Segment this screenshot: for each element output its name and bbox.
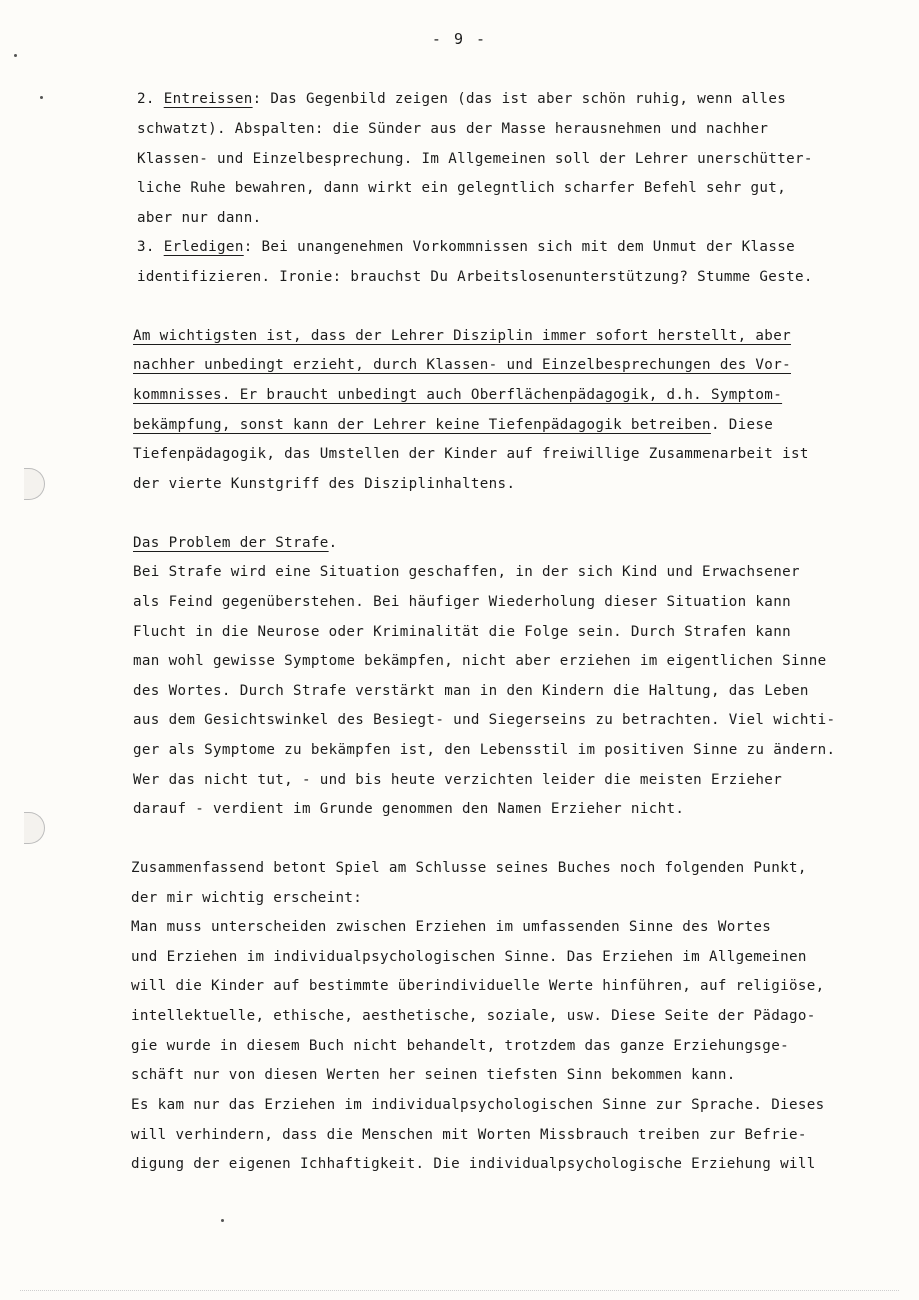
text-line: [133, 800, 684, 818]
text-segment: : Bei unangenehmen Vorkommnissen sich mit dem Unmut der Klasse: [243, 239, 795, 255]
text-line: [137, 150, 813, 168]
text-line: [131, 977, 825, 995]
text-line: [137, 209, 261, 227]
text-line: [133, 593, 791, 611]
text-segment: gie wurde in diesem Buch nicht behandelt, trotzdem das ganze Erziehungsge-: [131, 1038, 789, 1054]
text-segment: aus dem Gesichtswinkel des Besiegt- und Siegerseins zu betrachten. Viel wichti-: [133, 712, 836, 728]
text-line: [133, 356, 791, 374]
text-line: [131, 1007, 816, 1025]
text-segment: darauf - verdient im Grunde genommen den Namen Erzieher nicht.: [133, 801, 685, 817]
underlined-text: Erledigen: [163, 239, 244, 255]
underlined-text: nachher unbedingt erzieht, durch Klassen- und Einzelbesprechungen des Vor-: [133, 357, 791, 373]
text-line: [133, 563, 800, 581]
text-line: [133, 652, 827, 670]
text-segment: will verhindern, dass die Menschen mit Worten Missbrauch treiben zur Befrie-: [131, 1127, 807, 1143]
text-segment: ger als Symptome zu bekämpfen ist, den Lebensstil im positiven Sinne zu ändern.: [133, 742, 836, 758]
text-line: [131, 1066, 736, 1084]
text-segment: Wer das nicht tut, - und bis heute verzichten leider die meisten Erzieher: [133, 772, 783, 788]
text-segment: digung der eigenen Ichhaftigkeit. Die individualpsychologische Erziehung will: [131, 1156, 816, 1172]
text-segment: schwatzt). Abspalten: die Sünder aus der Masse herausnehmen und nachher: [137, 121, 769, 137]
text-line: [133, 741, 835, 759]
text-segment: des Wortes. Durch Strafe verstärkt man in den Kindern die Haltung, das Leben: [133, 683, 809, 699]
text-line: [133, 445, 809, 463]
text-line: [131, 1037, 789, 1055]
speck: [221, 1219, 224, 1222]
page-number: - 9 -: [431, 30, 488, 48]
text-segment: liche Ruhe bewahren, dann wirkt ein gelegntlich scharfer Befehl sehr gut,: [137, 180, 787, 196]
text-segment: 3.: [137, 239, 164, 255]
underlined-text: Am wichtigsten ist, dass der Lehrer Disziplin immer sofort herstellt, aber: [133, 328, 791, 344]
text-line: [133, 386, 782, 404]
text-segment: Es kam nur das Erziehen im individualpsychologischen Sinne zur Sprache. Dieses: [131, 1097, 825, 1113]
text-segment: Klassen- und Einzelbesprechung. Im Allgemeinen soll der Lehrer unerschütter-: [137, 151, 813, 167]
text-segment: der mir wichtig erscheint:: [131, 890, 363, 906]
text-segment: und Erziehen im individualpsychologischen Sinne. Das Erziehen im Allgemeinen: [131, 949, 807, 965]
text-segment: intellektuelle, ethische, aesthetische, soziale, usw. Diese Seite der Pädago-: [131, 1008, 816, 1024]
text-line: [133, 534, 338, 552]
underlined-text: bekämpfung, sonst kann der Lehrer keine Tiefenpädagogik betreiben: [133, 417, 711, 433]
text-segment: Flucht in die Neurose oder Kriminalität die Folge sein. Durch Strafen kann: [133, 624, 791, 640]
text-line: [133, 416, 773, 434]
text-segment: identifizieren. Ironie: brauchst Du Arbeitslosenunterstützung? Stumme Geste.: [137, 269, 813, 285]
text-line: [137, 268, 813, 286]
text-segment: schäft nur von diesen Werten her seinen tiefsten Sinn bekommen kann.: [131, 1067, 736, 1083]
text-line: [133, 327, 791, 345]
speck: [14, 54, 17, 57]
text-line: [131, 1155, 816, 1173]
text-line: [133, 682, 809, 700]
text-segment: 2.: [137, 91, 164, 107]
text-line: [137, 90, 786, 108]
text-segment: : Das Gegenbild zeigen (das ist aber schön ruhig, wenn alles: [252, 91, 787, 107]
punch-hole-bottom: [24, 812, 45, 844]
text-line: [131, 1126, 807, 1144]
text-line: [131, 918, 771, 936]
text-segment: der vierte Kunstgriff des Disziplinhaltens.: [133, 476, 516, 492]
text-line: [137, 179, 786, 197]
text-line: [133, 711, 835, 729]
text-segment: als Feind gegenüberstehen. Bei häufiger Wiederholung dieser Situation kann: [133, 594, 791, 610]
text-line: [133, 771, 782, 789]
text-line: [131, 1096, 825, 1114]
text-segment: will die Kinder auf bestimmte überindividuelle Werte hinführen, auf religiöse,: [131, 978, 825, 994]
text-line: [133, 475, 515, 493]
text-line: [131, 948, 807, 966]
text-segment: Bei Strafe wird eine Situation geschaffen, in der sich Kind und Erwachsener: [133, 564, 800, 580]
text-line: [131, 859, 807, 877]
text-line: [137, 120, 768, 138]
text-segment: .: [328, 535, 338, 551]
text-line: [131, 889, 362, 907]
text-segment: . Diese: [710, 417, 774, 433]
text-line: [133, 623, 791, 641]
punch-hole-top: [24, 468, 45, 500]
text-segment: Zusammenfassend betont Spiel am Schlusse seines Buches noch folgenden Punkt,: [131, 860, 807, 876]
underlined-text: Das Problem der Strafe: [133, 535, 329, 551]
page-edge: [20, 1290, 899, 1291]
underlined-text: Entreissen: [163, 91, 253, 107]
underlined-text: kommnisses. Er braucht unbedingt auch Oberflächenpädagogik, d.h. Symptom-: [133, 387, 783, 403]
text-segment: aber nur dann.: [137, 210, 262, 226]
text-line: [137, 238, 795, 256]
text-segment: Man muss unterscheiden zwischen Erziehen im umfassenden Sinne des Wortes: [131, 919, 772, 935]
speck: [40, 96, 43, 99]
text-segment: man wohl gewisse Symptome bekämpfen, nicht aber erziehen im eigentlichen Sinne: [133, 653, 827, 669]
text-segment: Tiefenpädagogik, das Umstellen der Kinder auf freiwillige Zusammenarbeit ist: [133, 446, 809, 462]
